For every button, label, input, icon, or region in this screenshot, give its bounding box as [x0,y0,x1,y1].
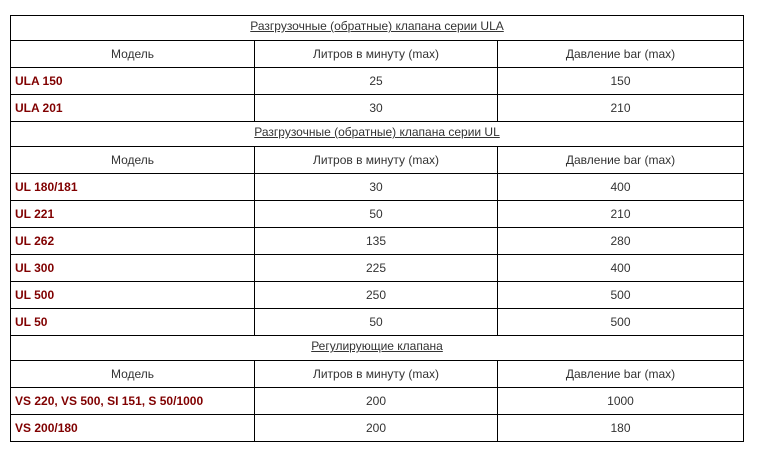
table-row [11,309,744,336]
flow-cell: 135 [255,228,498,255]
section-title-row [11,16,744,41]
model-cell: ULA 150 [11,68,255,95]
flow-cell: 30 [255,174,498,201]
pressure-cell: 400 [498,174,744,201]
flow-cell: 25 [255,68,498,95]
valves-spec-table [10,15,744,442]
header-row [11,361,744,388]
column-header-flow: Литров в минуту (max) [255,147,498,174]
pressure-cell: 400 [498,255,744,282]
flow-cell: 225 [255,255,498,282]
column-header-model: Модель [11,41,255,68]
pressure-cell: 280 [498,228,744,255]
pressure-cell: 500 [498,309,744,336]
header-row [11,147,744,174]
table-row [11,174,744,201]
section-title-row [11,122,744,147]
valves-spec-table-body [11,16,744,442]
pressure-cell: 150 [498,68,744,95]
pressure-cell: 1000 [498,388,744,415]
flow-cell: 200 [255,415,498,442]
table-row [11,95,744,122]
flow-cell: 250 [255,282,498,309]
column-header-model: Модель [11,361,255,388]
model-cell: ULA 201 [11,95,255,122]
section-title: Разгрузочные (обратные) клапана серии ULA [11,16,744,41]
table-row [11,228,744,255]
table-row [11,201,744,228]
pressure-cell: 210 [498,95,744,122]
pressure-cell: 180 [498,415,744,442]
model-cell: UL 300 [11,255,255,282]
column-header-pressure: Давление bar (max) [498,147,744,174]
column-header-pressure: Давление bar (max) [498,41,744,68]
model-cell: UL 221 [11,201,255,228]
table-row [11,255,744,282]
model-cell: UL 262 [11,228,255,255]
table-row [11,415,744,442]
pressure-cell: 500 [498,282,744,309]
flow-cell: 50 [255,309,498,336]
table-row [11,388,744,415]
model-cell: VS 200/180 [11,415,255,442]
model-cell: UL 500 [11,282,255,309]
header-row [11,41,744,68]
table-row [11,68,744,95]
model-cell: VS 220, VS 500, SI 151, S 50/1000 [11,388,255,415]
table-row [11,282,744,309]
model-cell: UL 180/181 [11,174,255,201]
column-header-flow: Литров в минуту (max) [255,361,498,388]
flow-cell: 50 [255,201,498,228]
pressure-cell: 210 [498,201,744,228]
column-header-pressure: Давление bar (max) [498,361,744,388]
section-title: Разгрузочные (обратные) клапана серии UL [11,122,744,147]
flow-cell: 200 [255,388,498,415]
column-header-model: Модель [11,147,255,174]
flow-cell: 30 [255,95,498,122]
section-title: Регулирующие клапана [11,336,744,361]
column-header-flow: Литров в минуту (max) [255,41,498,68]
model-cell: UL 50 [11,309,255,336]
section-title-row [11,336,744,361]
